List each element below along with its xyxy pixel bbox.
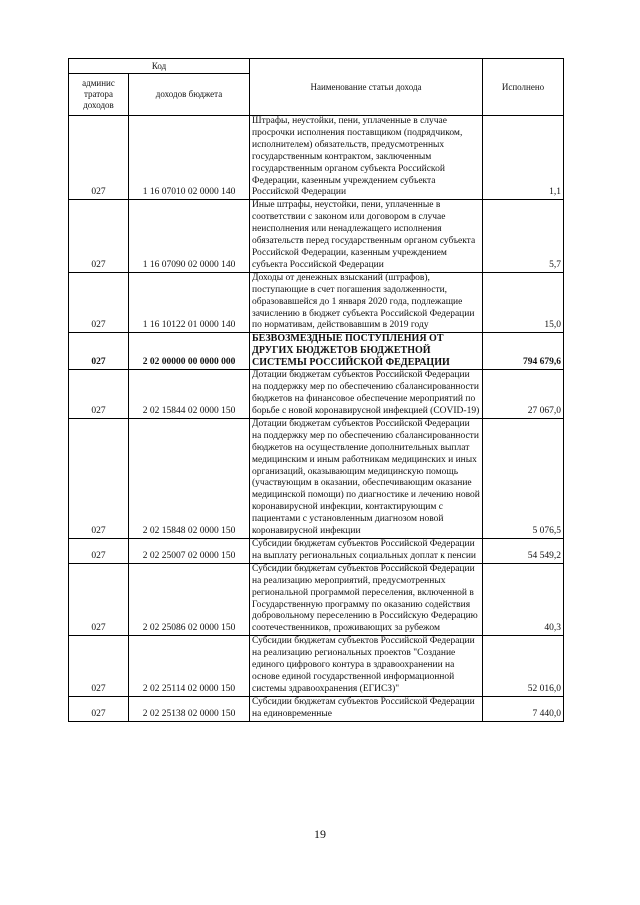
- revenue-name-cell: Субсидии бюджетам субъектов Российской Федерации на реализацию мероприятий, предусмотренных региональной программой переселения, включенной в Государственную программу по оказанию содействия добровольному переселению в Российскую Федерацию соотечественников, проживающих за рубежом: [250, 563, 483, 635]
- income-code-cell: 2 02 25114 02 0000 150: [129, 636, 250, 697]
- table-row: [69, 563, 564, 635]
- revenue-table: [68, 58, 564, 722]
- admin-code-cell: 027: [69, 370, 129, 419]
- income-code-cell: 2 02 25007 02 0000 150: [129, 539, 250, 564]
- revenue-name-cell: Иные штрафы, неустойки, пени, уплаченные в соответствии с законом или договором в случае неисполнения или ненадлежащего исполнения обязательств перед государственным органом субъекта Российской Федерации, казенным учреждением субъекта Российской Федерации: [250, 200, 483, 272]
- amount-cell: 54 549,2: [483, 539, 564, 564]
- admin-code-cell: 027: [69, 539, 129, 564]
- amount-cell: 5,7: [483, 200, 564, 272]
- table-row: [69, 116, 564, 200]
- table-row: [69, 200, 564, 272]
- page-number: 19: [314, 827, 326, 841]
- table-row: [69, 333, 564, 370]
- admin-code-cell: 027: [69, 696, 129, 721]
- amount-cell: 52 016,0: [483, 636, 564, 697]
- income-code-cell: 2 02 00000 00 0000 000: [129, 333, 250, 370]
- revenue-name-cell: Дотации бюджетам субъектов Российской Федерации на поддержку мер по обеспечению сбалансированности бюджетов на осуществление дополнительных выплат медицинским и иным работникам медицинских и иных организаций, оказывающим медицинскую помощь (участвующим в оказании, обеспечивающим оказание медицинской помощи) по диагностике и лечению новой коронавирусной инфекции, контактирующим с пациентами с установленным диагнозом новой коронавирусной инфекции: [250, 418, 483, 538]
- revenue-name-cell: БЕЗВОЗМЕЗДНЫЕ ПОСТУПЛЕНИЯ ОТ ДРУГИХ БЮДЖЕТОВ БЮДЖЕТНОЙ СИСТЕМЫ РОССИЙСКОЙ ФЕДЕРАЦИИ: [250, 333, 483, 370]
- revenue-name-cell: Субсидии бюджетам субъектов Российской Федерации на реализацию региональных проектов "Создание единого цифрового контура в здравоохранении на основе единой государственной информационной системы здравоохранения (ЕГИСЗ)": [250, 636, 483, 697]
- table-row: [69, 370, 564, 419]
- income-code-cell: 2 02 15844 02 0000 150: [129, 370, 250, 419]
- admin-code-cell: 027: [69, 116, 129, 200]
- table-row: [69, 696, 564, 721]
- admin-code-cell: 027: [69, 418, 129, 538]
- admin-code-cell: 027: [69, 563, 129, 635]
- amount-cell: 794 679,6: [483, 333, 564, 370]
- admin-code-cell: 027: [69, 200, 129, 272]
- table-row: [69, 272, 564, 333]
- revenue-name-cell: Дотации бюджетам субъектов Российской Федерации на поддержку мер по обеспечению сбалансированности бюджетов на финансовое обеспечение мероприятий по борьбе с новой коронавирусной инфекцией (COVID-19): [250, 370, 483, 419]
- table-row: [69, 539, 564, 564]
- revenue-table-page: [68, 58, 563, 722]
- table-row: [69, 636, 564, 697]
- income-code-cell: 2 02 25138 02 0000 150: [129, 696, 250, 721]
- admin-code-cell: 027: [69, 636, 129, 697]
- header-name: Наименование статьи дохода: [250, 59, 483, 116]
- amount-cell: 40,3: [483, 563, 564, 635]
- header-executed: Исполнено: [483, 59, 564, 116]
- income-code-cell: 1 16 07010 02 0000 140: [129, 116, 250, 200]
- header-admin: админис тратора доходов: [69, 74, 129, 116]
- income-code-cell: 1 16 07090 02 0000 140: [129, 200, 250, 272]
- revenue-name-cell: Субсидии бюджетам субъектов Российской Федерации на выплату региональных социальных доплат к пенсии: [250, 539, 483, 564]
- revenue-name-cell: Доходы от денежных взысканий (штрафов), поступающие в счет погашения задолженности, образовавшейся до 1 января 2020 года, подлежащие зачислению в бюджет субъекта Российской Федерации по нормативам, действовавшим в 2019 году: [250, 272, 483, 333]
- revenue-name-cell: Субсидии бюджетам субъектов Российской Федерации на единовременные: [250, 696, 483, 721]
- header-income-codes: доходов бюджета: [129, 74, 250, 116]
- admin-code-cell: 027: [69, 272, 129, 333]
- admin-code-cell: 027: [69, 333, 129, 370]
- income-code-cell: 2 02 15848 02 0000 150: [129, 418, 250, 538]
- amount-cell: 15,0: [483, 272, 564, 333]
- amount-cell: 1,1: [483, 116, 564, 200]
- amount-cell: 5 076,5: [483, 418, 564, 538]
- revenue-name-cell: Штрафы, неустойки, пени, уплаченные в случае просрочки исполнения поставщиком (подрядчиком, исполнителем) обязательств, предусмотренных государственным контрактом, заключенным государственным органом субъекта Российской Федерации, казенным учреждением субъекта Российской Федерации: [250, 116, 483, 200]
- amount-cell: 7 440,0: [483, 696, 564, 721]
- header-kod: Код: [69, 59, 250, 74]
- table-row: [69, 418, 564, 538]
- amount-cell: 27 067,0: [483, 370, 564, 419]
- income-code-cell: 1 16 10122 01 0000 140: [129, 272, 250, 333]
- income-code-cell: 2 02 25086 02 0000 150: [129, 563, 250, 635]
